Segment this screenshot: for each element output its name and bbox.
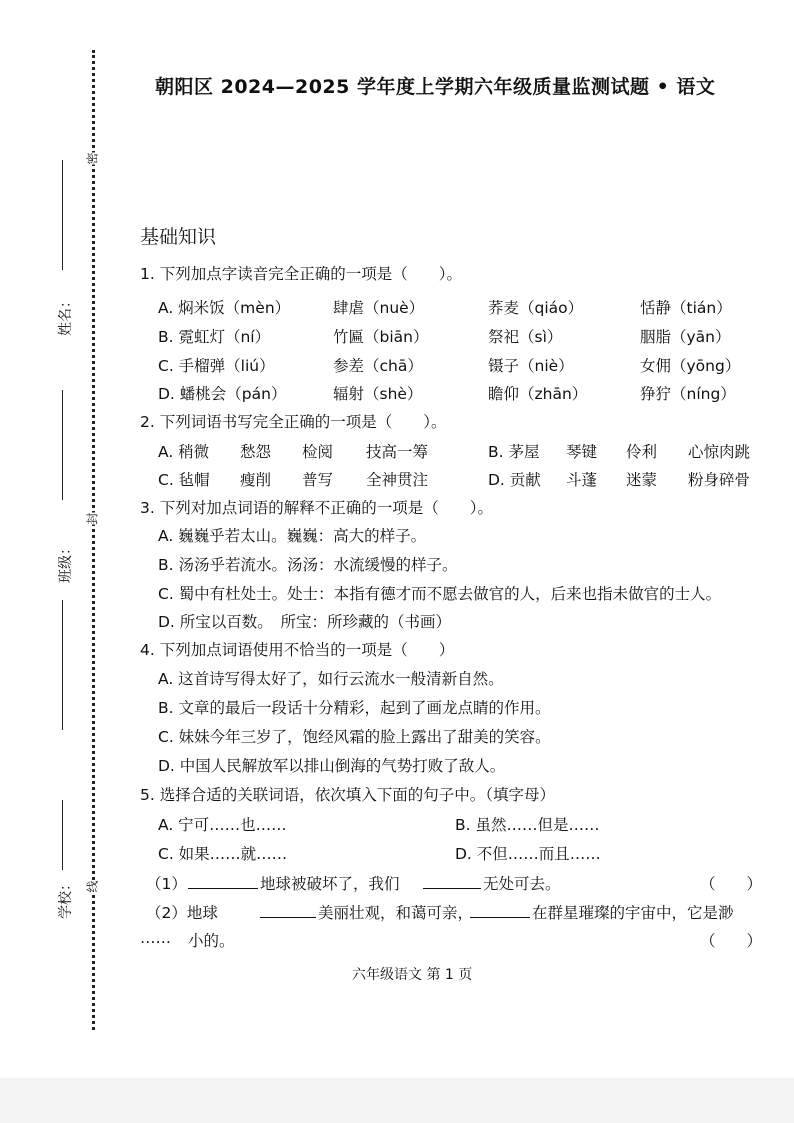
q5-s1-blank-1[interactable] xyxy=(188,874,258,889)
q2-b-3: 伶利 xyxy=(626,443,658,461)
q1-b-4: 胭脂（yān） xyxy=(640,328,731,346)
q5-s2-ellipsis: …… xyxy=(140,929,171,947)
q5-option-c: C. 如果……就…… xyxy=(158,845,288,863)
q1-a-1: A. 焖米饭（mèn） xyxy=(158,299,291,317)
name-label: 姓名： xyxy=(58,294,74,336)
q2-a-1: A. 稍微 xyxy=(158,443,210,461)
q2-b-1: B. 茅屋 xyxy=(488,443,540,461)
class-underline-bottom xyxy=(62,600,63,730)
q1-c-4: 女佣（yōng） xyxy=(640,357,741,375)
q1-b-3: 祭祀（sì） xyxy=(488,328,563,346)
q2-d-1: D. 贡献 xyxy=(488,471,541,489)
q5-s1-blank-2[interactable] xyxy=(423,874,481,889)
q2-a-4: 技高一筹 xyxy=(366,443,429,461)
q3-option-c: C. 蜀中有杜处士。处士：本指有德才而不愿去做官的人，后来也指未做官的士人。 xyxy=(158,585,722,603)
q1-c-2: 参差（chā） xyxy=(333,357,423,375)
q5-s2-text-c: 小的。 xyxy=(188,932,235,950)
class-label: 班级： xyxy=(58,541,74,583)
school-label: 学校： xyxy=(58,877,74,919)
name-underline xyxy=(62,160,63,270)
q5-s2-blank-1[interactable] xyxy=(260,903,316,918)
q2-c-2: 瘦削 xyxy=(240,471,272,489)
q4-option-d: D. 中国人民解放军以排山倒海的气势打败了敌人。 xyxy=(158,757,506,775)
page-footer: 六年级语文 第 1 页 xyxy=(352,967,473,983)
q1-c-3: 镊子（niè） xyxy=(488,357,574,375)
q2-c-3: 普写 xyxy=(302,471,334,489)
q1-d-1: D. 蟠桃会（pán） xyxy=(158,385,287,403)
q2-c-4: 全神贯注 xyxy=(366,471,429,489)
q1-c-1: C. 手榴弹（liú） xyxy=(158,357,275,375)
q2-a-2: 愁怨 xyxy=(240,443,272,461)
q1-d-3: 瞻仰（zhān） xyxy=(488,385,588,403)
q5-s2-text-b: 在群星璀璨的宇宙中，它是渺 xyxy=(532,904,734,922)
q5-option-b: B. 虽然……但是…… xyxy=(455,816,600,834)
q1-b-1: B. 霓虹灯（ní） xyxy=(158,328,271,346)
q2-b-4: 心惊肉跳 xyxy=(688,443,751,461)
q1-a-2: 肆虐（nuè） xyxy=(333,299,425,317)
q3-stem: 3. 下列对加点词语的解释不正确的一项是（ ）。 xyxy=(140,499,493,517)
q1-b-2: 竹匾（biān） xyxy=(333,328,429,346)
seal-mark-feng: 封 xyxy=(85,512,100,525)
seal-mark-xian: 线 xyxy=(85,880,100,893)
q5-s1-text-a: 地球被破坏了，我们 xyxy=(260,875,400,893)
q5-option-a: A. 宁可……也…… xyxy=(158,816,287,834)
q2-a-3: 检阅 xyxy=(302,443,334,461)
q3-option-a: A. 巍巍乎若太山。巍巍：高大的样子。 xyxy=(158,527,427,545)
q1-stem: 1. 下列加点字读音完全正确的一项是（ ）。 xyxy=(140,265,462,283)
q5-option-d: D. 不但……而且…… xyxy=(455,845,601,863)
class-underline-top xyxy=(62,390,63,500)
q2-d-3: 迷蒙 xyxy=(626,471,658,489)
q4-option-b: B. 文章的最后一段话十分精彩，起到了画龙点睛的作用。 xyxy=(158,699,551,717)
q4-stem: 4. 下列加点词语使用不恰当的一项是（ ） xyxy=(140,641,455,659)
q5-s1-text-b: 无处可去。 xyxy=(483,875,561,893)
q4-option-a: A. 这首诗写得太好了，如行云流水一般清新自然。 xyxy=(158,670,504,688)
q5-s2-text-a: 美丽壮观，和蔼可亲， xyxy=(318,904,474,922)
exam-title: 朝阳区 2024—2025 学年度上学期六年级质量监测试题 • 语文 xyxy=(155,76,716,98)
q1-d-4: 狰狞（níng） xyxy=(640,385,736,403)
q2-b-2: 琴键 xyxy=(566,443,598,461)
q4-option-c: C. 妹妹今年三岁了，饱经风霜的脸上露出了甜美的笑容。 xyxy=(158,728,551,746)
q5-s1-label: （1） xyxy=(146,875,187,893)
section-title: 基础知识 xyxy=(140,226,217,248)
q5-s2-label: （2）地球 xyxy=(146,904,218,922)
q2-stem: 2. 下列词语书写完全正确的一项是（ ）。 xyxy=(140,413,447,431)
q2-d-4: 粉身碎骨 xyxy=(688,471,751,489)
q2-d-2: 斗蓬 xyxy=(566,471,598,489)
q5-s1-answer-paren[interactable]: （ ） xyxy=(700,875,763,893)
q5-s2-blank-2[interactable] xyxy=(470,903,530,918)
scan-bottom-margin xyxy=(0,1078,794,1123)
school-underline xyxy=(62,800,63,870)
q2-c-1: C. 毡帽 xyxy=(158,471,210,489)
q3-option-b: B. 汤汤乎若流水。汤汤：水流缓慢的样子。 xyxy=(158,556,458,574)
q1-a-3: 荞麦（qiáo） xyxy=(488,299,584,317)
q5-s2-answer-paren[interactable]: （ ） xyxy=(700,932,763,950)
q1-a-4: 恬静（tián） xyxy=(640,299,732,317)
q1-d-2: 辐射（shè） xyxy=(333,385,423,403)
q3-option-d: D. 所宝以百数。 所宝：所珍藏的（书画） xyxy=(158,613,452,631)
seal-mark-mi: 密 xyxy=(85,152,100,165)
q5-stem: 5. 选择合适的关联词语，依次填入下面的句子中。（填字母） xyxy=(140,786,555,804)
